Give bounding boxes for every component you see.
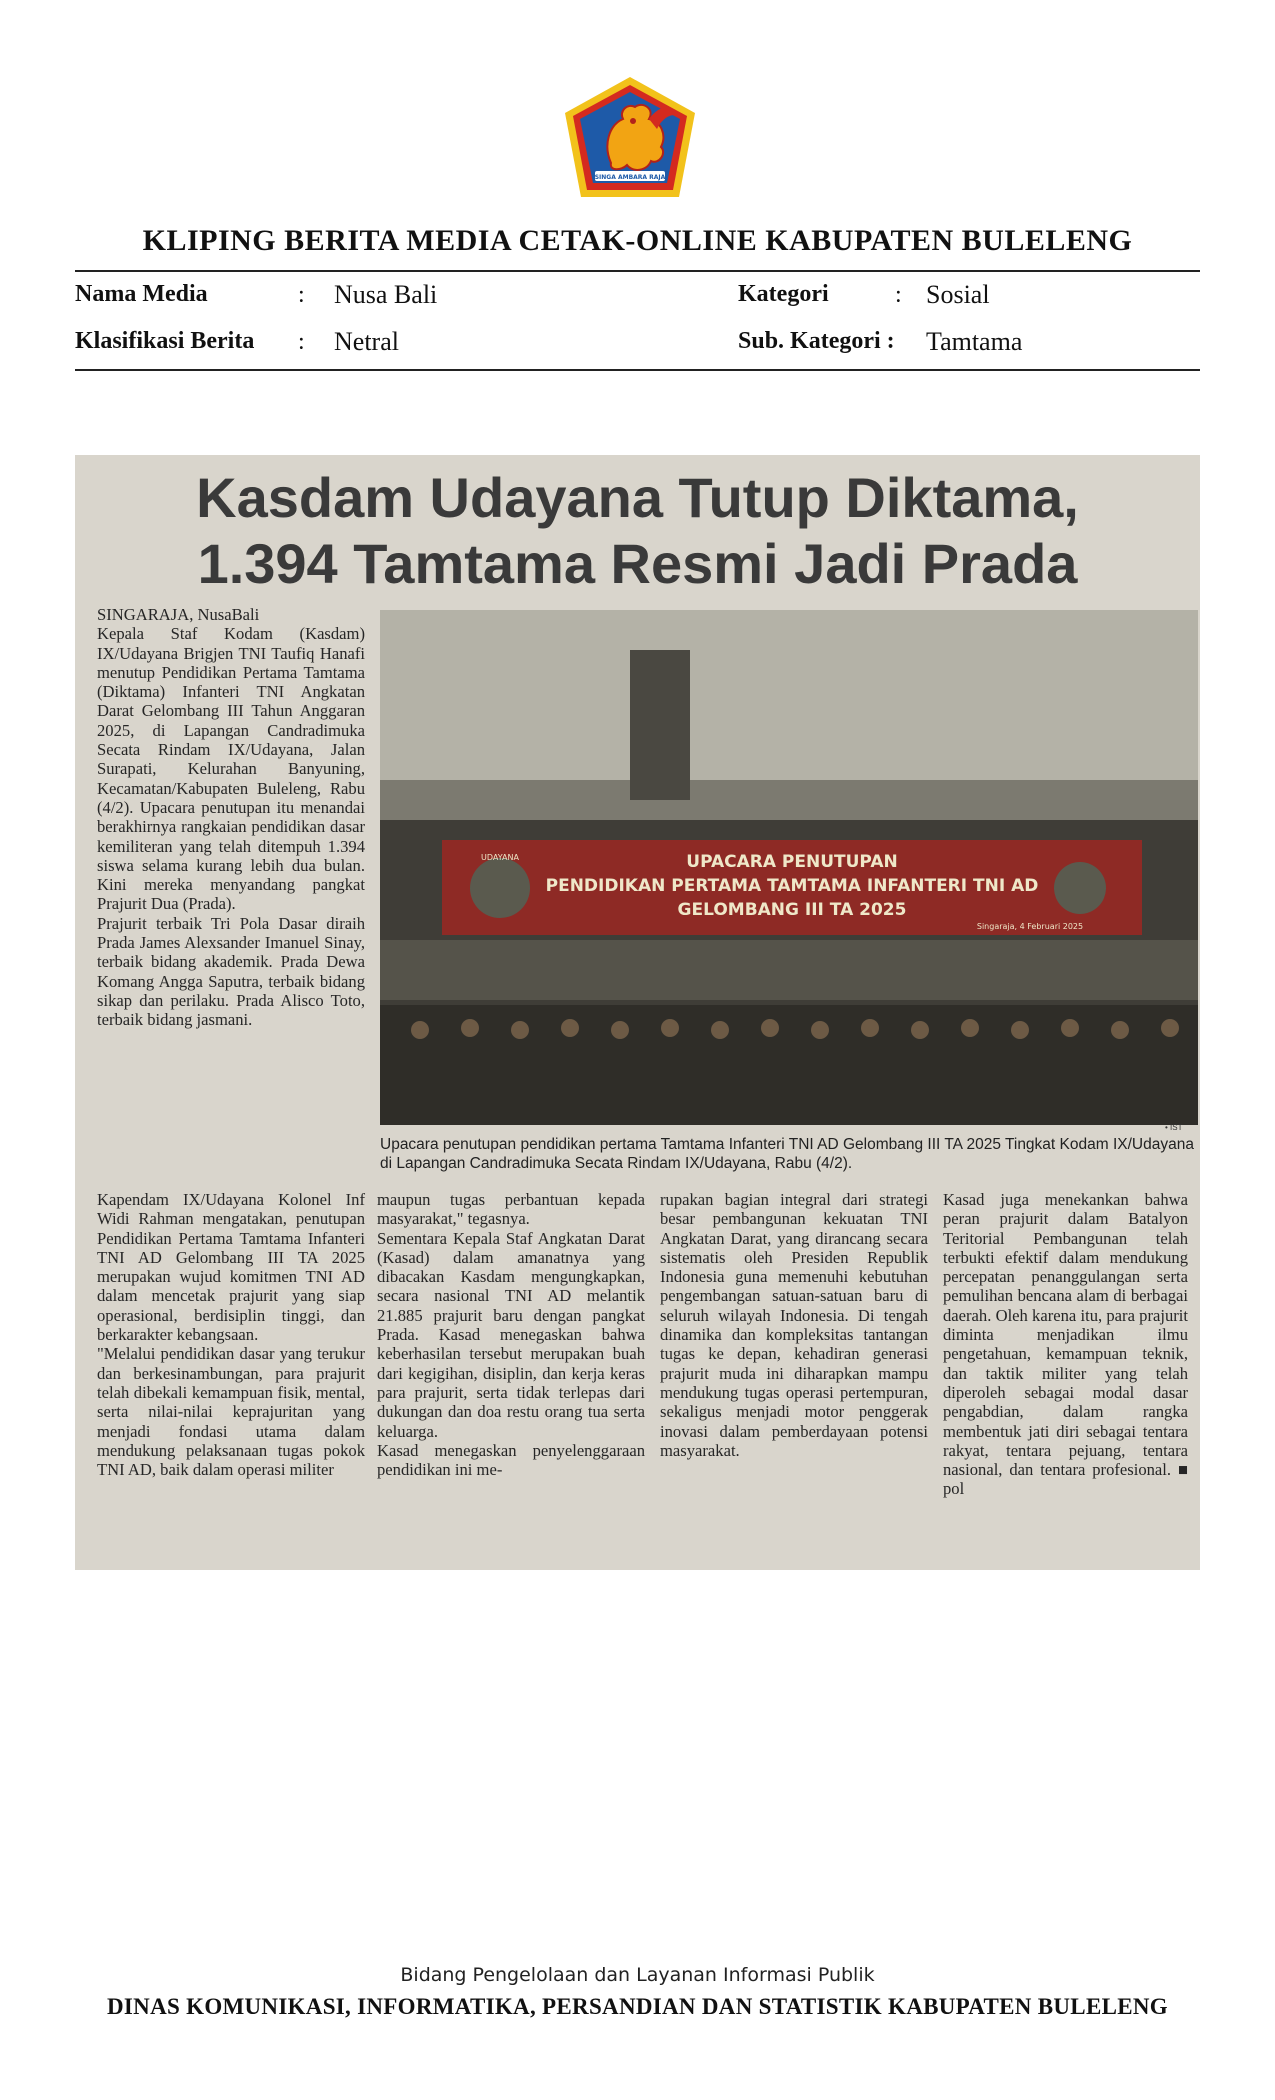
article-headline xyxy=(75,465,1200,597)
footer-department: Bidang Pengelolaan dan Layanan Informasi Publik xyxy=(400,1964,875,1986)
buleleng-logo xyxy=(563,75,697,200)
headline-line-2: 1.394 Tamtama Resmi Jadi Prada xyxy=(197,532,1078,595)
media-label: Nama Media xyxy=(75,281,208,307)
banner-line-1: UPACARA PENUTUPAN xyxy=(686,852,898,872)
banner-date: Singaraja, 4 Februari 2025 xyxy=(976,922,1084,931)
newspaper-clipping xyxy=(75,455,1200,1570)
udayana-badge xyxy=(470,858,530,918)
kategori-colon: : xyxy=(895,282,902,308)
article-column-2: maupun tugas perbantuan kepada masyarakat," tegasnya. Sementara Kepala Staf Angkatan Darat (Kasad) dalam amanatnya yang dibacakan Kasdam mengungkapkan, secara nasional TNI AD melantik 21.885 prajurit baru dengan pangkat Prada. Kasad menegaskan bahwa keberhasilan tersebut merupakan buah dari kegigihan, disiplin, dan kerja keras para prajurit, serta tidak terlepas dari dukungan dan doa restu orang tua serta keluarga. Kasad menegaskan penyelenggaraan pendidikan ini me- xyxy=(377,1190,645,1480)
ceremony-photo xyxy=(380,610,1198,1125)
top-rule xyxy=(75,270,1200,272)
tni-badge xyxy=(1054,862,1106,914)
article-column-4: Kasad juga menekankan bahwa peran prajurit dalam Batalyon Teritorial Pembangunan telah terbukti efektif dalam mendukung percepatan penanggulangan serta pemulihan bencana alam di berbagai daerah. Oleh karena itu, para prajurit diminta menjadikan ilmu pengetahuan, kemampuan teknik, dan taktik militer yang telah diperoleh sebagai modal dasar pengabdian, dalam rangka membentuk jati diri sebagai tentara rakyat, tentara pejuang, tentara nasional, dan tentara profesional. ■ pol xyxy=(943,1190,1188,1499)
kategori-value: Sosial xyxy=(926,280,990,309)
article-column-3: rupakan bagian integral dari strategi besar pembangunan kekuatan TNI Angkatan Darat, yang dirancang secara sistematis oleh Presiden Republik Indonesia guna memenuhi kebutuhan pengembangan satuan-satuan baru di seluruh wilayah Indonesia. Di tengah dinamika dan kompleksitas tantangan tugas ke depan, kehadiran generasi prajurit muda ini diharapkan mampu mendukung tugas operasi pertempuran, sekaligus menjadi motor penggerak inovasi dalam pemberdayaan potensi masyarakat. xyxy=(660,1190,928,1460)
subkategori-value: Tamtama xyxy=(926,327,1023,356)
media-value: Nusa Bali xyxy=(334,280,438,309)
photo-credit: • IST xyxy=(1165,1123,1183,1132)
photo-caption: Upacara penutupan pendidikan pertama Tamtama Infanteri TNI AD Gelombang III TA 2025 Tingkat Kodam IX/Udayana di Lapangan Candradimuka Secata Rindam IX/Udayana, Rabu (4/2). xyxy=(380,1136,1194,1172)
kategori-label: Kategori xyxy=(738,281,829,307)
article-column-1-bottom: Kapendam IX/Udayana Kolonel Inf Widi Rahman mengatakan, penutupan Pendidikan Pertama Tamtama Infanteri TNI AD Gelombang III TA 2025 merupakan wujud komitmen TNI AD dalam mencetak prajurit yang siap operasional, berdisiplin tinggi, dan berkarakter kebangsaan. "Melalui pendidikan dasar yang terukur dan berkesinambungan, para prajurit telah dibekali kemampuan fisik, mental, serta nilai-nilai keprajuritan yang menjadi fondasi utama dalam mendukung pelaksanaan tugas pokok TNI AD, baik dalam operasi militer xyxy=(97,1190,365,1480)
headline-line-1: Kasdam Udayana Tutup Diktama, xyxy=(196,466,1079,529)
banner-line-3: GELOMBANG III TA 2025 xyxy=(677,900,907,920)
meta-bottom-rule xyxy=(75,369,1200,371)
logo-motto: SINGA AMBARA RAJA xyxy=(594,174,666,181)
klasifikasi-value: Netral xyxy=(334,327,399,356)
udayana-badge-text: UDAYANA xyxy=(481,853,519,862)
subkategori-label: Sub. Kategori : xyxy=(738,328,895,354)
banner-line-2: PENDIDIKAN PERTAMA TAMTAMA INFANTERI TNI AD xyxy=(545,876,1039,896)
article-column-1-top: SINGARAJA, NusaBali Kepala Staf Kodam (Kasdam) IX/Udayana Brigjen TNI Taufiq Hanafi menutup Pendidikan Pertama Tamtama (Diktama) Infanteri TNI Angkatan Darat Gelombang III Tahun Anggaran 2025, di Lapangan Candradimuka Secata Rindam IX/Udayana, Jalan Surapati, Kelurahan Banyuning, Kecamatan/Kabupaten Buleleng, Rabu (4/2). Upacara penutupan itu menandai berakhirnya rangkaian pendidikan dasar kemiliteran yang telah ditempuh 1.394 siswa selama kurang lebih dua bulan. Kini mereka menyandang pangkat Prajurit Dua (Prada). Prajurit terbaik Tri Pola Dasar diraih Prada James Alexsander Imanuel Sinay, terbaik bidang akademik. Prada Dewa Komang Angga Saputra, terbaik bidang sikap dan perilaku. Prada Alisco Toto, terbaik bidang jasmani. xyxy=(97,605,365,1030)
document-title: KLIPING BERITA MEDIA CETAK-ONLINE KABUPATEN BULELENG xyxy=(142,224,1133,257)
klasifikasi-label: Klasifikasi Berita xyxy=(75,328,255,354)
media-colon: : xyxy=(298,282,305,308)
footer-agency: DINAS KOMUNIKASI, INFORMATIKA, PERSANDIAN DAN STATISTIK KABUPATEN BULELENG xyxy=(107,1994,1168,2019)
klasifikasi-colon: : xyxy=(298,329,305,355)
